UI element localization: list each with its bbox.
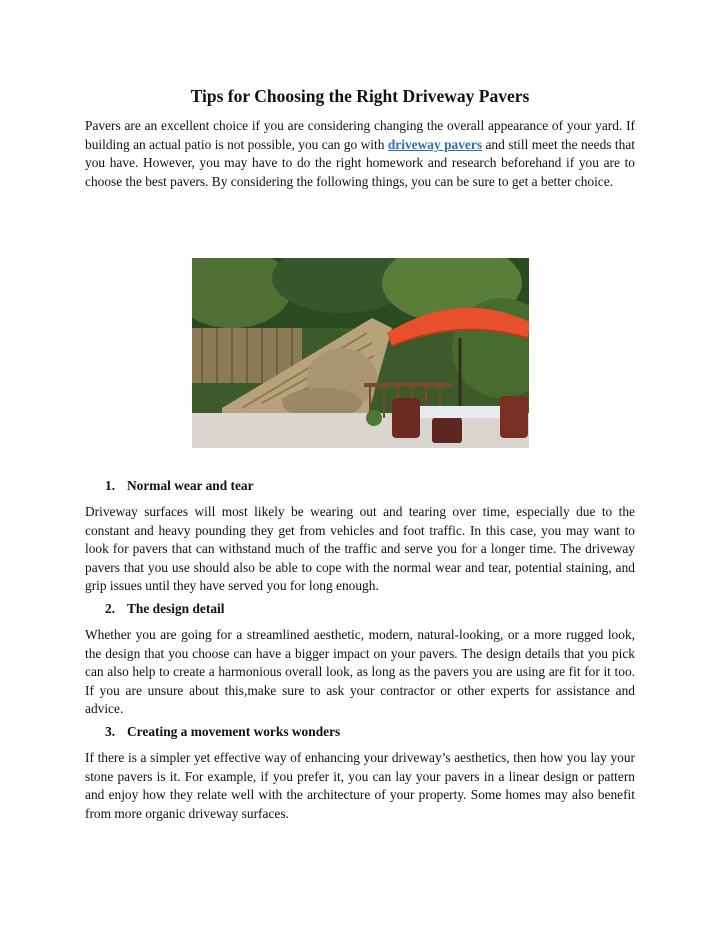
page-title: Tips for Choosing the Right Driveway Pavers bbox=[190, 86, 530, 106]
section-heading-2 bbox=[105, 601, 224, 617]
section-body-2: Whether you are going for a streamlined aesthetic, modern, natural-looking, or a more rugged look, the design that you choose can have a bigger impact on your pavers. The design details that you pick can also help to create a harmonious overall look, as long as the pavers you are using are fit for it too. If you are unsure about this,make sure to ask your contractor or other experts for assistance and advice. bbox=[85, 627, 635, 717]
patio-photo bbox=[192, 258, 529, 448]
section-number: 3. bbox=[105, 724, 116, 739]
section-heading-3 bbox=[105, 724, 340, 740]
section-number: 2. bbox=[105, 601, 116, 616]
section-body-3: If there is a simpler yet effective way of enhancing your driveway’s aesthetics, then how you lay your stone pavers is it. For example, if you prefer it, you can lay your pavers in a linear design or pattern and enjoy how they relate well with the architecture of your property. Some homes may also benefit from more organic driveway surfaces. bbox=[85, 750, 635, 821]
section-number: 1. bbox=[105, 478, 116, 493]
section-title: Normal wear and tear bbox=[127, 478, 254, 493]
intro-text-before-link: Pavers are an excellent choice if you are considering changing the overall appearance of your yard. If building an actual patio is not possible, you can go with bbox=[85, 118, 635, 152]
driveway-pavers-link[interactable]: driveway pavers bbox=[387, 136, 483, 152]
section-heading-1 bbox=[105, 478, 254, 494]
section-title: Creating a movement works wonders bbox=[127, 724, 341, 739]
intro-text-after-link: and still meet the needs that you have. However, you may have to do the right homework and research beforehand if you are to choose the best pavers. By considering the following things, you can be sure to get a better choice. bbox=[85, 136, 635, 189]
section-title: The design detail bbox=[127, 601, 225, 616]
intro-paragraph bbox=[85, 117, 635, 191]
section-body-1: Driveway surfaces will most likely be wearing out and tearing over time, especially due to the constant and heavy pounding they get from vehicles and foot traffic. In this case, you may want to look for pavers that can withstand much of the traffic and serve you for a longer time. The driveway pavers that you use should also be able to cope with the normal wear and tear, potential staining, and grip issues until they have served you for long enough. bbox=[85, 504, 635, 594]
